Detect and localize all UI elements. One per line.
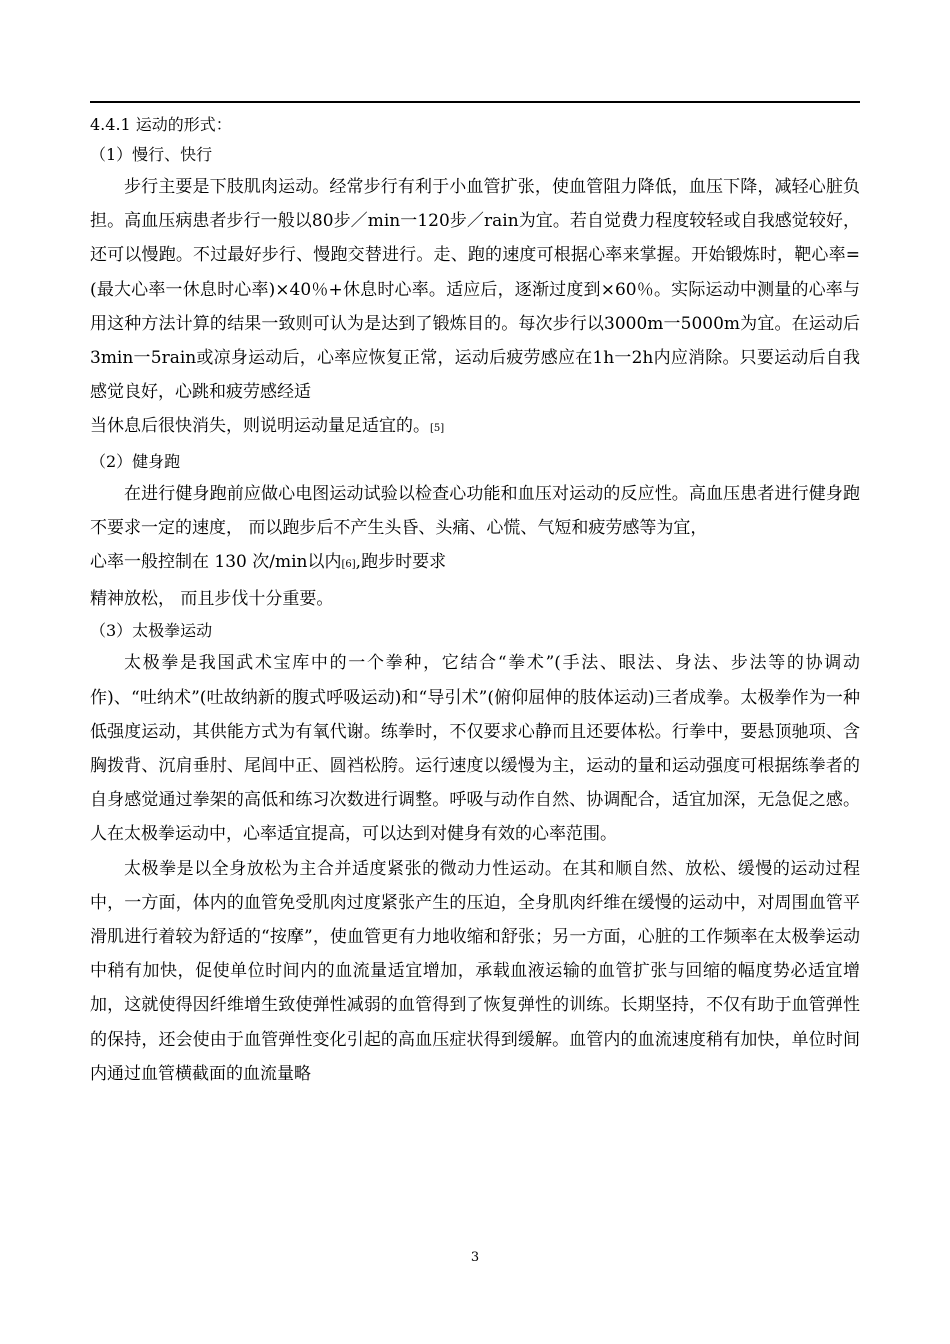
section-title: 4.4.1 运动的形式： [90,115,232,134]
paragraph-jogging-line3: 精神放松， 而且步伐十分重要。 [90,589,334,610]
paragraph-jogging-line2-tail: ,跑步时要求 [355,552,447,573]
paragraph-walking-end-text: 当休息后很快消失，则说明运动量足适宜的。 [90,416,430,437]
citation-ref-5: [5] [430,423,445,435]
document-body [90,110,860,1091]
subsection-heading-jogging: （2）健身跑 [90,451,181,471]
paragraph-taichi-2: 太极拳是以全身放松为主合并适度紧张的微动力性运动。在其和顺自然、放松、缓慢的运动过程中，一方面，体内的血管免受肌肉过度紧张产生的压迫，全身肌肉纤维在缓慢的运动中，对周围血管平滑肌进行着较为舒适的“按摩”，使血管更有力地收缩和舒张；另一方面，心脏的工作频率在太极拳运动中稍有加快，促使单位时间内的血流量适宜增加，承载血液运输的血管扩张与回缩的幅度势必适宜增加，这就使得因纤维增生致使弹性减弱的血管得到了恢复弹性的训练。长期坚持，不仅有助于血管弹性的保持，还会使由于血管弹性变化引起的高血压症状得到缓解。血管内的血流速度稍有加快，单位时间内通过血管横截面的血流量略 [90,858,860,1084]
paragraph-jogging: 在进行健身跑前应做心电图运动试验以检查心功能和血压对运动的反应性。高血压患者进行健身跑不要求一定的速度， 而以跑步后不产生头昏、头痛、心慌、气短和疲劳感等为宜， [90,483,860,538]
citation-ref-6: [6] [341,559,356,571]
subsection-heading-taichi: （3）太极拳运动 [90,621,213,641]
paragraph-taichi-1: 太极拳是我国武术宝库中的一个拳种，它结合“拳术”(手法、眼法、身法、步法等的协调动作)、“吐纳术”(吐故纳新的腹式呼吸运动)和“导引术”(俯仰屈伸的肢体运动)三者成拳。太极拳作为一种低强度运动，其供能方式为有氧代谢。练拳时，不仅要求心静而且还要体松。行拳中，要悬顶驰项、含胸拨背、沉肩垂肘、尾闾中正、圆裆松胯。运行速度以缓慢为主，运动的量和运动强度可根据练拳者的自身感觉通过拳架的高低和练习次数进行调整。呼吸与动作自然、协调配合，适宜加深，无急促之感。人在太极拳运动中，心率适宜提高，可以达到对健身有效的心率范围。 [90,653,860,845]
paragraph-walking: 步行主要是下肢肌肉运动。经常步行有利于小血管扩张，使血管阻力降低，血压下降，减轻心脏负担。高血压病患者步行一般以80步／min一120步／rain为宜。若自觉费力程度较轻或自我感觉较好，还可以慢跑。不过最好步行、慢跑交替进行。走、跑的速度可根据心率来掌握。开始锻炼时，靶心率=(最大心率一休息时心率)×40％+休息时心率。适应后，逐渐过度到×60％。实际运动中测量的心率与用这种方法计算的结果一致则可认为是达到了锻炼目的。每次步行以3000m一5000m为宜。在运动后3min一5rain或凉身运动后，心率应恢复正常，运动后疲劳感应在1h一2h内应消除。只要运动后自我感觉良好，心跳和疲劳感经适 [90,177,860,403]
paragraph-jogging-line2-text: 心率一般控制在 130 次/min以内 [90,552,342,573]
page-number: 3 [470,1250,480,1265]
header-rule [90,101,860,103]
paragraph-walking-end [90,409,860,446]
subsection-heading-walking: （1）慢行、快行 [90,145,213,164]
paragraph-jogging-line2 [90,545,860,582]
